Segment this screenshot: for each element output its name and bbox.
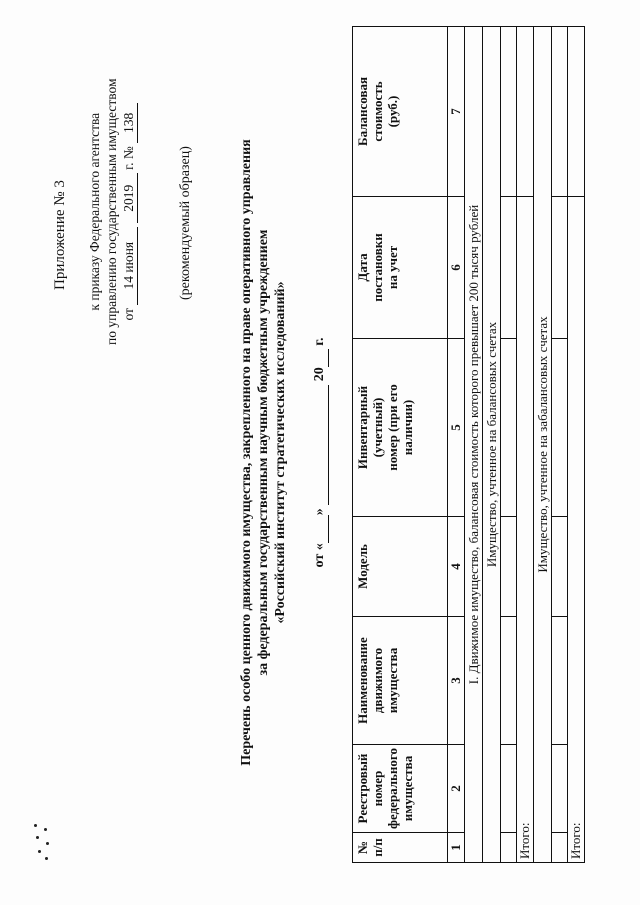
column-number-row xyxy=(448,27,465,863)
order-reference xyxy=(86,78,138,345)
order-g: г. № xyxy=(121,146,136,170)
document-date-line xyxy=(312,0,329,905)
date-year: 20 xyxy=(312,367,327,382)
col-num-4: 4 xyxy=(448,517,465,617)
table-cell xyxy=(501,833,517,863)
table-row xyxy=(552,27,568,863)
subsection-offbalance-heading: Имущество, учтенное на забалансовых счетах xyxy=(534,27,552,863)
col-num-5: 5 xyxy=(448,339,465,517)
date-from: от « xyxy=(312,543,327,568)
col-num-6: 6 xyxy=(448,197,465,339)
title-line3: «Российский институт стратегических исследований» xyxy=(273,281,288,624)
table-cell xyxy=(552,745,568,833)
col-header-name: Наименование движимого имущества xyxy=(353,617,448,745)
table-cell xyxy=(501,617,517,745)
col-header-balance: Балансовая стоимость (руб.) xyxy=(353,27,448,197)
total-row xyxy=(568,27,585,863)
order-from: от xyxy=(121,308,136,321)
table-row xyxy=(501,27,517,863)
date-day-blank xyxy=(312,515,329,543)
table-header-row xyxy=(353,27,448,863)
table-cell xyxy=(552,617,568,745)
subsection-row xyxy=(483,27,501,863)
table-cell xyxy=(552,833,568,863)
table-cell xyxy=(501,339,517,517)
col-num-3: 3 xyxy=(448,617,465,745)
sample-note: (рекомендуемый образец) xyxy=(178,146,193,300)
appendix-label: Приложение № 3 xyxy=(52,180,68,290)
subsection-row xyxy=(534,27,552,863)
date-quote: » xyxy=(312,508,327,516)
col-num-1: 1 xyxy=(448,833,465,863)
order-line2: по управлению государственным имуществом xyxy=(104,78,119,345)
total-value-2 xyxy=(568,27,585,197)
total-value-1 xyxy=(517,27,534,197)
date-g: г. xyxy=(312,337,327,346)
col-num-2: 2 xyxy=(448,745,465,833)
title-line2: за федеральным государственным научным бюджетным учреждением xyxy=(256,229,271,676)
document-title xyxy=(238,0,289,905)
order-day-month: 14 июня xyxy=(120,227,138,305)
col-header-model: Модель xyxy=(353,517,448,617)
order-date-line xyxy=(120,78,138,345)
col-header-registry: Реестровый номер федерального имущества xyxy=(353,745,448,833)
property-table xyxy=(352,26,585,863)
title-line1: Перечень особо ценного движимого имущества, закрепленного на праве оперативного управления xyxy=(239,139,254,766)
section-row xyxy=(465,27,483,863)
date-month-blank xyxy=(312,385,329,505)
col-header-number: № п/п xyxy=(353,833,448,863)
total-row xyxy=(517,27,534,863)
table-cell xyxy=(552,339,568,517)
table-cell xyxy=(501,745,517,833)
order-year: 2019 xyxy=(120,173,138,223)
order-number: 138 xyxy=(120,103,138,143)
table-cell xyxy=(552,27,568,197)
subsection-balance-heading: Имущество, учтенное на балансовых счетах xyxy=(483,27,501,863)
section-1-heading: I. Движимое имущество, балансовая стоимость которого превышает 200 тысяч рублей xyxy=(465,27,483,863)
table-cell xyxy=(552,197,568,339)
table-cell xyxy=(501,197,517,339)
date-year-blank xyxy=(312,349,329,367)
col-header-date: Дата постановки на учет xyxy=(353,197,448,339)
total-label-2: Итого: xyxy=(568,197,585,863)
table-cell xyxy=(501,27,517,197)
col-header-inventory: Инвентарный (учетный) номер (при его наличии) xyxy=(353,339,448,517)
table-cell xyxy=(501,517,517,617)
col-num-7: 7 xyxy=(448,27,465,197)
total-label-1: Итого: xyxy=(517,197,534,863)
order-line1: к приказу Федерального агентства xyxy=(87,112,102,311)
table-cell xyxy=(552,517,568,617)
